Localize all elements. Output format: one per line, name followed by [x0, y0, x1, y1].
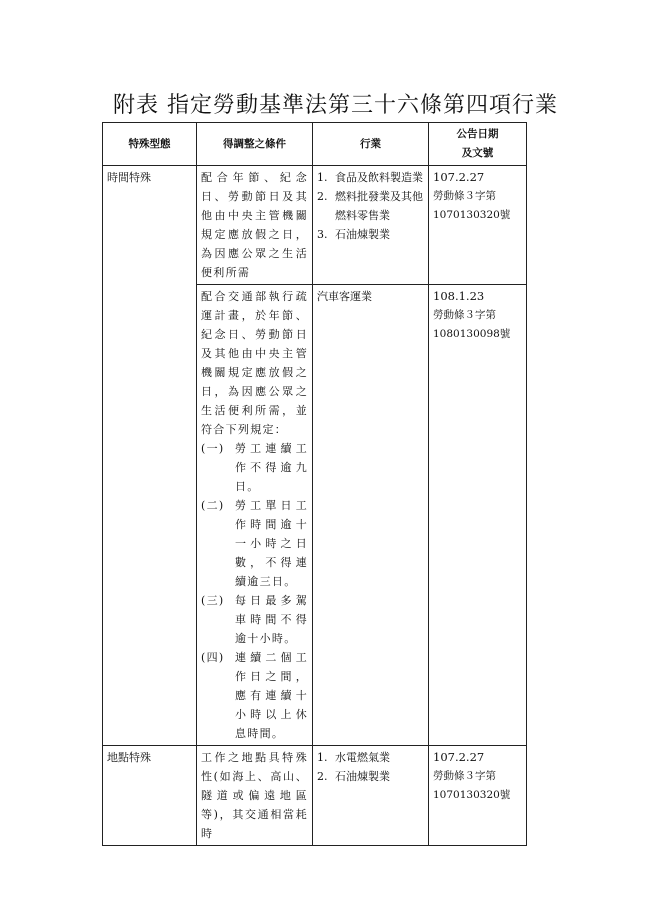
page-title: 附表 指定勞動基準法第三十六條第四項行業 — [113, 93, 558, 118]
list-item — [201, 496, 308, 591]
list-item — [317, 187, 424, 225]
condition-cell — [197, 285, 313, 746]
industry-cell — [313, 166, 429, 285]
item-text: 石油煉製業 — [335, 228, 390, 241]
item-number: (四) — [201, 651, 225, 664]
list-item — [317, 748, 424, 767]
item-text: 燃料批發業及其他燃料零售業 — [335, 190, 423, 222]
item-number: 3. — [317, 228, 328, 241]
list-item — [201, 648, 308, 743]
table-row — [103, 746, 527, 846]
item-text: 每日最多駕車時間不得逾十小時。 — [235, 594, 308, 645]
announce-date: 107.2.27 — [433, 750, 485, 764]
list-item — [201, 591, 308, 648]
item-number: 1. — [317, 751, 328, 764]
document-number: 勞動條３字第1070130320號 — [433, 770, 511, 801]
list-item — [317, 225, 424, 244]
document-number: 勞動條３字第1080130098號 — [433, 309, 511, 340]
item-number: 1. — [317, 171, 328, 184]
item-text: 食品及飲料製造業 — [335, 171, 423, 184]
industry-list — [317, 748, 424, 786]
type-cell: 地點特殊 — [103, 746, 197, 846]
type-cell: 時間特殊 — [103, 166, 197, 746]
industry-cell — [313, 285, 429, 746]
header-date-line1: 公告日期 — [456, 128, 499, 140]
condition-cell — [197, 746, 313, 846]
industry-cell — [313, 746, 429, 846]
condition-text: 配合交通部執行疏運計畫，於年節、紀念日、勞動節日及其他由中央主管機關規定應放假之日，為因應公眾之生活便利所需，並符合下列規定： — [201, 290, 308, 436]
header-industry: 行業 — [313, 123, 429, 166]
item-number: 2. — [317, 770, 328, 783]
item-number: 2. — [317, 190, 328, 203]
list-item — [317, 168, 424, 187]
industry-text: 汽車客運業 — [317, 290, 372, 303]
item-text: 勞工單日工作時間逾十一小時之日數，不得連續逾三日。 — [235, 499, 308, 588]
condition-text: 工作之地點具特殊性(如海上、高山、隧道或偏遠地區等)，其交通相當耗時 — [201, 751, 308, 840]
header-type: 特殊型態 — [103, 123, 197, 166]
document-number: 勞動條３字第1070130320號 — [433, 190, 511, 221]
table-row — [103, 166, 527, 285]
item-text: 石油煉製業 — [335, 770, 390, 783]
industry-table — [102, 122, 527, 846]
condition-sublist — [201, 439, 308, 743]
date-cell — [429, 285, 527, 746]
condition-cell — [197, 166, 313, 285]
item-number: (一) — [201, 442, 225, 455]
header-row — [103, 123, 527, 166]
item-text: 連續二個工作日之間，應有連續十小時以上休息時間。 — [235, 651, 308, 740]
announce-date: 107.2.27 — [433, 170, 485, 184]
header-condition: 得調整之條件 — [197, 123, 313, 166]
date-cell — [429, 166, 527, 285]
announce-date: 108.1.23 — [433, 289, 485, 303]
list-item — [317, 767, 424, 786]
header-date — [429, 123, 527, 166]
header-date-line2: 及文號 — [461, 147, 494, 159]
item-text: 勞工連續工作不得逾九日。 — [235, 442, 308, 493]
item-text: 水電燃氣業 — [335, 751, 390, 764]
condition-text: 配合年節、紀念日、勞動節日及其他由中央主管機關規定應放假之日，為因應公眾之生活便利所需 — [201, 171, 308, 279]
item-number: (三) — [201, 594, 225, 607]
date-cell — [429, 746, 527, 846]
industry-list — [317, 168, 424, 244]
item-number: (二) — [201, 499, 225, 512]
list-item — [201, 439, 308, 496]
